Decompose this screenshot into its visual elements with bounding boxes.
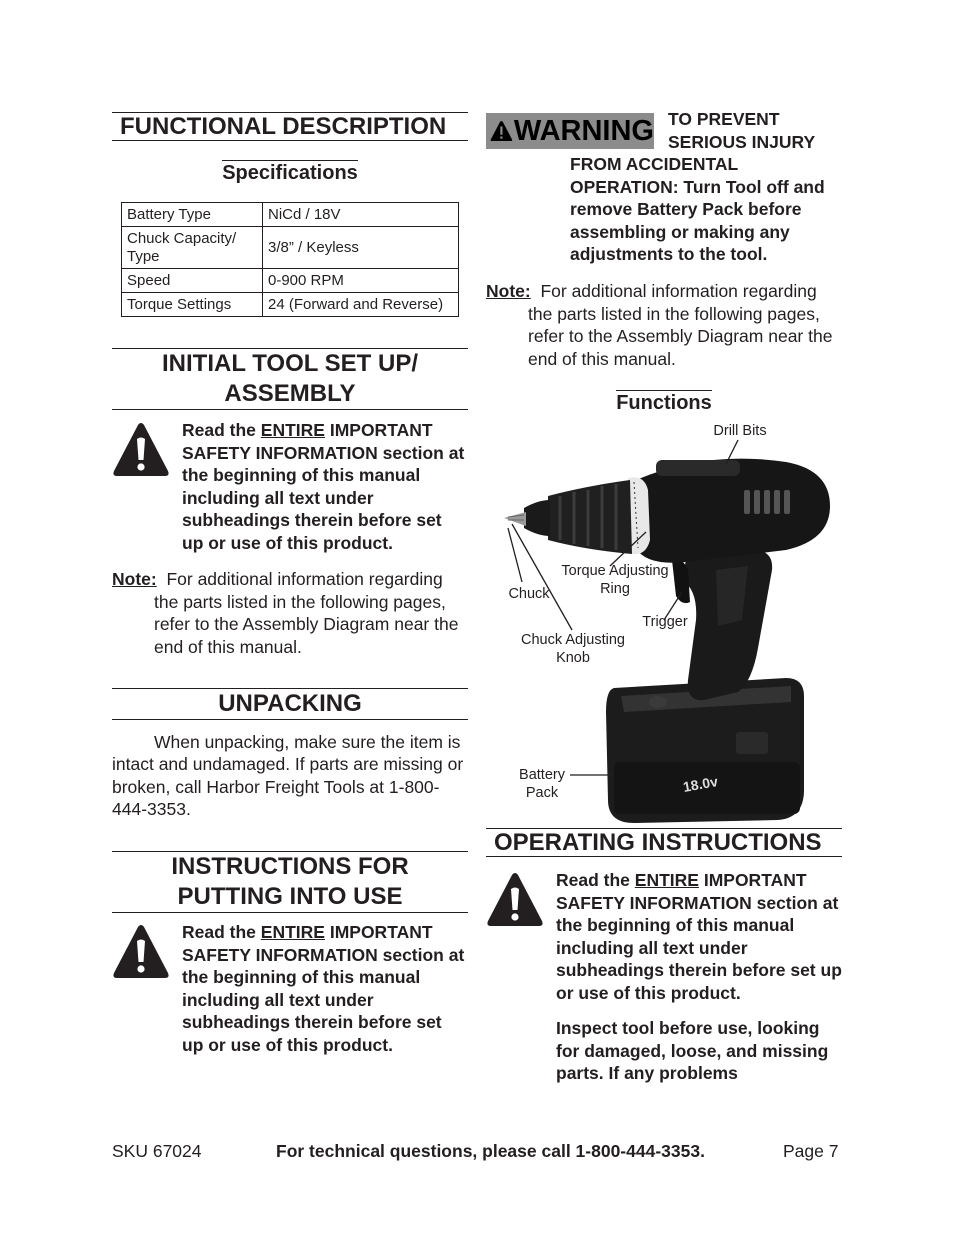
spec-label: Battery Type [122,203,263,227]
text-fragment: Read the [182,420,261,440]
initial-setup-note [112,568,472,658]
warning-line: SERIOUS INJURY [668,131,816,152]
text-fragment: Read the [556,870,635,890]
heading-line: INITIAL TOOL SET UP/ [161,350,419,377]
putting-into-use-heading [112,851,468,913]
spec-value: 3/8” / Keyless [263,227,459,269]
table-row [122,293,459,317]
note-text: For additional information regarding [540,281,817,301]
warning-badge-text: WARNING [513,115,654,147]
warning-triangle-icon [112,924,170,980]
note-label: Note: [112,569,157,589]
footer-tech-line: For technical questions, please call 1-800-444-3353. [276,1141,705,1161]
footer-sku: SKU 67024 [112,1141,202,1161]
callout-battery-pack: Battery Pack [519,767,565,801]
entire-underlined: ENTIRE [260,420,325,440]
warning-badge [486,113,654,149]
callout-chuck: Chuck [508,586,550,602]
callout-torque-adjusting-ring: Torque Adjusting Ring [561,563,669,597]
text-fragment: Read the [182,922,261,942]
text-fragment: IMPORTANT SAFETY INFORMATION section at the beginning of this manual including all text under subheadings therein before set up or use of this product. [556,870,842,1003]
inspect-text: Inspect tool before use, looking for damaged, loose, and missing parts. If any problems [556,1018,829,1084]
text-fragment: IMPORTANT SAFETY INFORMATION section at the beginning of this manual including all text under subheadings therein before set up or use of this product. [182,922,465,1055]
text-fragment: IMPORTANT SAFETY INFORMATION section at the beginning of this manual including all text under subheadings therein before set up or use of this product. [182,420,465,553]
functions-heading-text: Functions [616,392,712,414]
initial-setup-heading [112,348,468,410]
functional-description-heading [112,112,468,141]
inspect-tool-text [556,1017,844,1085]
entire-underlined: ENTIRE [634,870,699,890]
heading-text: UNPACKING [218,690,362,717]
spec-value: 0-900 RPM [263,269,459,293]
heading-text: OPERATING INSTRUCTIONS [494,829,822,856]
spec-value: 24 (Forward and Reverse) [263,293,459,317]
heading-line: INSTRUCTIONS FOR [171,853,409,880]
warning-triangle-icon [486,872,544,928]
heading-line: PUTTING INTO USE [177,883,403,910]
warning-triangle-icon [490,119,513,143]
warning-text-top [668,108,848,153]
heading-line: ASSEMBLY [224,380,356,407]
footer-page-number: Page 7 [783,1141,839,1161]
specifications-heading [112,160,468,185]
specifications-table [121,202,459,317]
note-label: Note: [486,281,531,301]
operating-instructions-heading [486,828,842,857]
unpacking-heading [112,688,468,720]
note-text: the parts listed in the following pages, refer to the Assembly Diagram near the end of this manual. [154,591,459,657]
spec-label: Chuck Capacity/ Type [122,227,263,269]
table-row [122,269,459,293]
table-row [122,203,459,227]
table-row [122,227,459,269]
warning-line: TO PREVENT [668,109,780,129]
warning-triangle-icon [112,422,170,478]
note-text: For additional information regarding [166,569,443,589]
spec-value: NiCd / 18V [263,203,459,227]
initial-setup-safety-text [182,419,467,555]
spec-label: Speed [122,269,263,293]
callout-trigger: Trigger [642,614,688,630]
paragraph-text: When unpacking, make sure the item is intact and undamaged. If parts are missing or broken, call Harbor Freight Tools at 1-800-444-3353. [112,732,464,820]
putting-into-use-safety-text [182,921,467,1057]
battery-label-text: 18.0v [681,773,720,795]
callout-drill-bits: Drill Bits [713,423,767,439]
note-text: the parts listed in the following pages, refer to the Assembly Diagram near the end of this manual. [528,303,833,369]
right-note [486,280,846,370]
operating-safety-text [556,869,844,1005]
specifications-heading-text: Specifications [222,162,358,184]
functions-heading [582,390,746,415]
unpacking-text [112,731,464,821]
spec-label: Torque Settings [122,293,263,317]
callout-chuck-adjusting-knob: Chuck Adjusting Knob [521,632,625,666]
entire-underlined: ENTIRE [260,922,325,942]
warning-body-text: FROM ACCIDENTAL OPERATION: Turn Tool off and remove Battery Pack before assembling or making any adjustments to the tool. [570,154,825,265]
heading-text: FUNCTIONAL DESCRIPTION [120,113,447,140]
warning-text-body [570,153,842,266]
